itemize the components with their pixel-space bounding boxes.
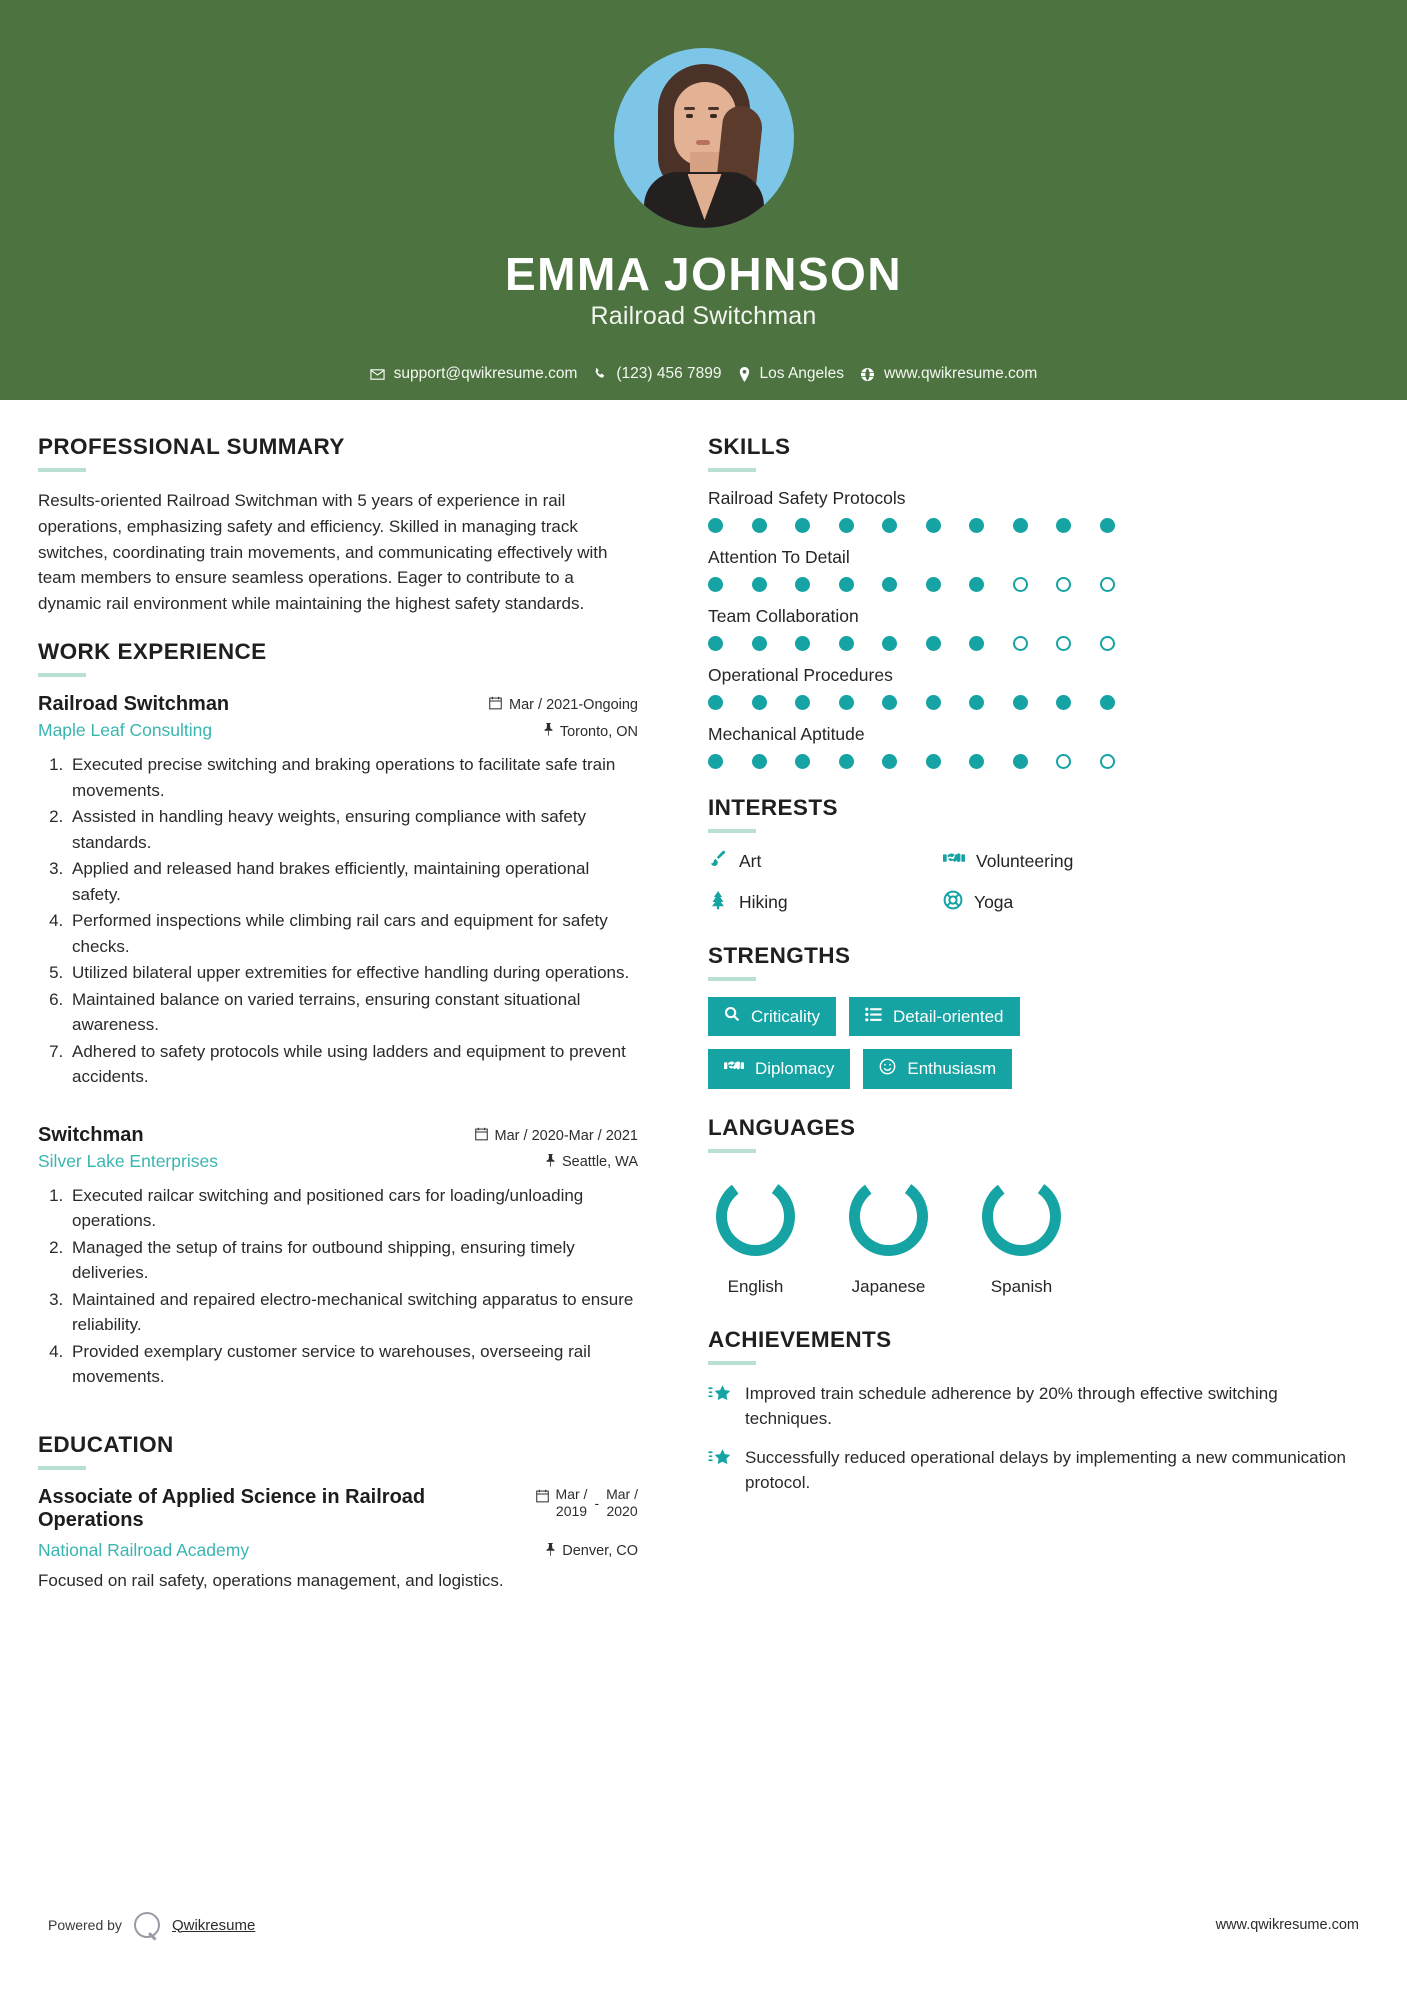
section-skills <box>708 434 1366 769</box>
experience-bullet: 2. Assisted in handling heavy weights, ensuring compliance with safety standards. <box>68 804 638 855</box>
contact-phone[interactable] <box>593 365 721 383</box>
section-rule <box>708 1361 756 1365</box>
contact-row <box>370 365 1038 383</box>
strength-label: Enthusiasm <box>907 1059 997 1078</box>
interest-item <box>943 890 1366 915</box>
skill-name: Railroad Safety Protocols <box>708 488 906 508</box>
right-column <box>676 434 1366 1518</box>
section-title-summary: PROFESSIONAL SUMMARY <box>38 434 345 459</box>
skill-dot-filled <box>882 577 897 592</box>
skill-rating <box>708 518 1366 533</box>
education-end-month: Mar / <box>606 1485 638 1502</box>
experience-bullets <box>68 752 638 1090</box>
section-professional-summary <box>38 434 638 617</box>
section-languages <box>708 1115 1366 1297</box>
skill-dot-filled <box>926 754 941 769</box>
achievement-item <box>708 1381 1366 1431</box>
summary-text: Results-oriented Railroad Switchman with 5 years of experience in rail operations, emphasizing safety and efficiency. Skilled in managing track switches, coordinating train movements, and communicating effectively with team members to ensure seamless operations. Eager to contribute to a dynamic rail environment while maintaining the highest safety standards. <box>38 491 608 614</box>
skill-dot-filled <box>1013 518 1028 533</box>
achievement-text: Successfully reduced operational delays by implementing a new communication protocol. <box>745 1448 1346 1493</box>
interest-label: Hiking <box>739 892 788 912</box>
skill-dot-empty <box>1100 577 1115 592</box>
section-rule <box>38 1466 86 1470</box>
language-label: Japanese <box>851 1277 926 1296</box>
experience-bullet: 5. Utilized bilateral upper extremities for effective handling during operations. <box>68 960 638 986</box>
education-location <box>545 1543 638 1560</box>
calendar-icon <box>475 1127 488 1145</box>
language-label: English <box>727 1277 784 1296</box>
strength-label: Criticality <box>751 1006 820 1026</box>
section-education <box>38 1432 638 1594</box>
footer-url[interactable]: www.qwikresume.com <box>1215 1917 1359 1933</box>
calendar-icon <box>536 1489 549 1506</box>
skill-dot-filled <box>795 754 810 769</box>
skill-item <box>708 488 1366 533</box>
strengths-list <box>708 997 1148 1089</box>
pin-icon <box>545 1543 556 1560</box>
experience-bullet: 1. Executed railcar switching and positioned cars for loading/unloading operations. <box>68 1183 638 1234</box>
experience-bullet: 4. Provided exemplary customer service to warehouses, overseeing rail movements. <box>68 1339 638 1390</box>
skill-dot-filled <box>882 518 897 533</box>
paintbrush-icon <box>708 849 728 874</box>
experience-location <box>543 723 638 740</box>
experience-bullet: 7. Adhered to safety protocols while using ladders and equipment to prevent accidents. <box>68 1039 638 1090</box>
contact-location-text: Los Angeles <box>759 365 844 383</box>
resume-header <box>0 0 1407 400</box>
skill-dot-filled <box>752 518 767 533</box>
pin-icon <box>545 1154 556 1171</box>
section-title-interests: INTERESTS <box>708 795 838 820</box>
skill-dot-filled <box>795 695 810 710</box>
skill-dot-filled <box>882 695 897 710</box>
experience-location <box>545 1154 638 1171</box>
strength-badge-enthusiasm[interactable] <box>863 1049 1012 1089</box>
education-start-month: Mar / <box>555 1485 588 1502</box>
avatar-photo <box>614 48 794 228</box>
section-rule <box>708 977 756 981</box>
skill-dot-filled <box>752 577 767 592</box>
experience-bullet: 1. Executed precise switching and braking operations to facilitate safe train movements. <box>68 752 638 803</box>
skill-rating <box>708 636 1366 651</box>
contact-website[interactable] <box>860 365 1037 383</box>
skill-dot-filled <box>1013 695 1028 710</box>
experience-item <box>38 693 638 1090</box>
skill-dot-filled <box>839 754 854 769</box>
experience-dates <box>489 696 638 714</box>
skill-dot-filled <box>708 636 723 651</box>
skill-dot-filled <box>752 636 767 651</box>
star-icon <box>708 1447 732 1474</box>
contact-website-text: www.qwikresume.com <box>884 365 1038 383</box>
strength-badge-diplomacy[interactable] <box>708 1049 850 1089</box>
skill-dot-filled <box>839 636 854 651</box>
section-rule <box>708 468 756 472</box>
skill-dot-filled <box>708 695 723 710</box>
skill-dot-filled <box>1013 754 1028 769</box>
pine-tree-icon <box>708 890 728 915</box>
interest-label: Volunteering <box>976 851 1074 871</box>
strength-label: Diplomacy <box>755 1059 835 1078</box>
section-strengths <box>708 943 1366 1089</box>
section-title-achievements: ACHIEVEMENTS <box>708 1327 892 1352</box>
skill-item <box>708 665 1366 710</box>
education-dates <box>536 1486 638 1521</box>
section-rule <box>38 673 86 677</box>
skill-rating <box>708 754 1366 769</box>
experience-location-text: Toronto, ON <box>559 723 638 740</box>
skill-name: Operational Procedures <box>708 665 893 685</box>
experience-bullets <box>68 1183 638 1390</box>
powered-by-label: Powered by <box>48 1917 122 1933</box>
skill-dot-empty <box>1013 636 1028 651</box>
pin-icon <box>543 723 554 740</box>
candidate-job-title: Railroad Switchman <box>590 302 817 331</box>
experience-role: Switchman <box>38 1123 144 1146</box>
education-start-year: 2019 <box>555 1503 588 1520</box>
education-start-date <box>556 1486 588 1521</box>
contact-phone-text: (123) 456 7899 <box>616 365 722 383</box>
date-separator: - <box>594 1495 600 1512</box>
skill-name: Team Collaboration <box>708 606 859 626</box>
powered-by-block <box>48 1912 255 1938</box>
interest-item <box>708 849 943 874</box>
skill-dot-filled <box>926 577 941 592</box>
skill-dot-filled <box>882 754 897 769</box>
avatar <box>614 48 794 228</box>
skill-item <box>708 547 1366 592</box>
lifebuoy-icon <box>943 890 963 915</box>
experience-bullet: 2. Managed the setup of trains for outbound shipping, ensuring timely deliveries. <box>68 1235 638 1286</box>
skill-dot-empty <box>1056 577 1071 592</box>
calendar-icon <box>489 696 502 714</box>
skill-dot-filled <box>795 518 810 533</box>
language-label: Spanish <box>990 1277 1053 1296</box>
achievement-text: Improved train schedule adherence by 20% through effective switching techniques. <box>745 1384 1278 1429</box>
interests-grid <box>708 849 1366 915</box>
skill-dot-filled <box>1056 695 1071 710</box>
skill-name: Mechanical Aptitude <box>708 724 865 744</box>
education-item <box>38 1486 638 1594</box>
section-rule <box>708 1149 756 1153</box>
skill-dot-filled <box>926 518 941 533</box>
skill-dot-filled <box>1100 518 1115 533</box>
star-icon <box>708 1383 732 1410</box>
envelope-icon <box>370 367 385 382</box>
phone-icon <box>593 367 607 381</box>
skill-dot-empty <box>1100 636 1115 651</box>
skill-name: Attention To Detail <box>708 547 850 567</box>
experience-dates-text: Mar / 2021-Ongoing <box>509 697 638 714</box>
education-degree: Associate of Applied Science in Railroad Operations <box>38 1485 426 1531</box>
skill-dot-filled <box>969 518 984 533</box>
strength-badge-detail-oriented[interactable] <box>849 997 1020 1036</box>
section-title-strengths: STRENGTHS <box>708 943 851 968</box>
skill-dot-filled <box>1100 695 1115 710</box>
language-gauge <box>974 1169 1069 1264</box>
skill-dot-empty <box>1056 636 1071 651</box>
skill-dot-filled <box>969 754 984 769</box>
skills-list <box>708 488 1366 769</box>
languages-list <box>708 1169 1366 1297</box>
handshake-icon <box>943 849 965 874</box>
interest-item <box>943 849 1366 874</box>
interest-label: Art <box>739 851 762 871</box>
section-title-work-experience: WORK EXPERIENCE <box>38 639 267 665</box>
section-rule <box>38 468 86 472</box>
qwikresume-brand-link[interactable]: Qwikresume <box>171 1916 256 1934</box>
language-item <box>708 1169 803 1297</box>
section-rule <box>708 829 756 833</box>
smiley-icon <box>879 1058 896 1080</box>
contact-email-text: support@qwikresume.com <box>393 365 578 383</box>
contact-location[interactable] <box>738 365 844 383</box>
language-gauge <box>708 1169 803 1264</box>
skill-dot-filled <box>795 636 810 651</box>
skill-dot-filled <box>926 695 941 710</box>
experience-bullet: 3. Maintained and repaired electro-mechanical switching apparatus to ensure reliability. <box>68 1287 638 1338</box>
language-item <box>974 1169 1069 1297</box>
skill-item <box>708 606 1366 651</box>
globe-icon <box>860 367 875 382</box>
experience-company[interactable]: Silver Lake Enterprises <box>38 1150 218 1171</box>
experience-bullet: 4. Performed inspections while climbing rail cars and equipment for safety checks. <box>68 908 638 959</box>
experience-item <box>38 1124 638 1390</box>
skill-rating <box>708 695 1366 710</box>
magnifier-icon <box>724 1006 740 1027</box>
experience-bullet: 3. Applied and released hand brakes efficiently, maintaining operational safety. <box>68 856 638 907</box>
section-achievements <box>708 1327 1366 1496</box>
skill-dot-filled <box>1056 518 1071 533</box>
section-title-skills: SKILLS <box>708 434 791 459</box>
skill-dot-filled <box>708 577 723 592</box>
skill-dot-filled <box>926 636 941 651</box>
skill-dot-empty <box>1013 577 1028 592</box>
skill-dot-filled <box>708 518 723 533</box>
resume-body <box>0 400 1407 1615</box>
section-work-experience <box>38 639 638 1390</box>
section-title-languages: LANGUAGES <box>708 1115 856 1140</box>
interest-label: Yoga <box>974 892 1014 912</box>
skill-dot-filled <box>969 577 984 592</box>
experience-dates-text: Mar / 2020-Mar / 2021 <box>494 1127 638 1144</box>
qwikresume-logo-icon <box>134 1912 160 1938</box>
experience-role: Railroad Switchman <box>38 693 230 716</box>
list-icon <box>865 1007 882 1027</box>
footer <box>0 1912 1407 1938</box>
education-description: Focused on rail safety, operations management, and logistics. <box>38 1570 504 1590</box>
experience-location-text: Seattle, WA <box>561 1154 638 1171</box>
handshake-icon <box>724 1058 744 1080</box>
skill-dot-filled <box>839 577 854 592</box>
skill-item <box>708 724 1366 769</box>
interest-item <box>708 890 943 915</box>
skill-dot-filled <box>839 518 854 533</box>
education-school[interactable]: National Railroad Academy <box>38 1539 250 1560</box>
skill-dot-empty <box>1100 754 1115 769</box>
skill-dot-filled <box>839 695 854 710</box>
strength-badge-criticality[interactable] <box>708 997 836 1036</box>
skill-rating <box>708 577 1366 592</box>
skill-dot-filled <box>969 636 984 651</box>
experience-dates <box>475 1127 638 1145</box>
candidate-name: EMMA JOHNSON <box>504 248 903 300</box>
education-location-text: Denver, CO <box>562 1543 638 1560</box>
experience-company[interactable]: Maple Leaf Consulting <box>38 720 213 741</box>
language-item <box>841 1169 936 1297</box>
section-interests <box>708 795 1366 915</box>
skill-dot-filled <box>882 636 897 651</box>
education-end-year: 2020 <box>606 1503 638 1520</box>
skill-dot-filled <box>708 754 723 769</box>
experience-bullet: 6. Maintained balance on varied terrains, ensuring constant situational awareness. <box>68 987 638 1038</box>
contact-email[interactable] <box>370 365 578 383</box>
skill-dot-filled <box>969 695 984 710</box>
skill-dot-filled <box>752 695 767 710</box>
left-column <box>38 434 638 1615</box>
skill-dot-filled <box>752 754 767 769</box>
strength-label: Detail-oriented <box>892 1006 1004 1026</box>
achievement-item <box>708 1445 1366 1495</box>
section-title-education: EDUCATION <box>38 1431 174 1457</box>
language-gauge <box>841 1169 936 1264</box>
map-pin-icon <box>738 367 751 382</box>
skill-dot-filled <box>795 577 810 592</box>
education-end-date <box>606 1486 638 1521</box>
skill-dot-empty <box>1056 754 1071 769</box>
